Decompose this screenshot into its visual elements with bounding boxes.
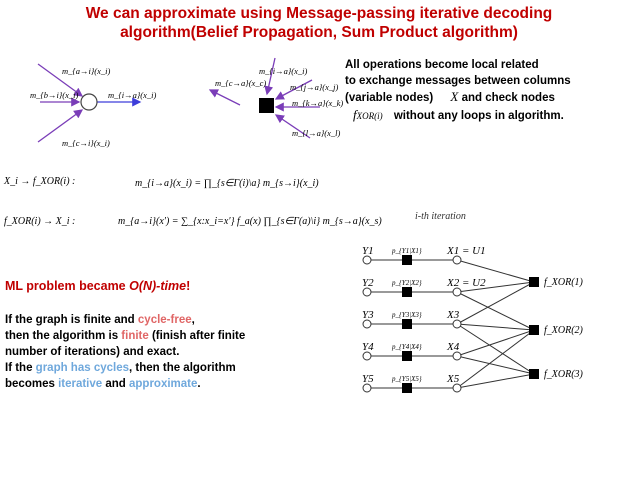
observation-label: Y4: [362, 341, 374, 353]
variable-label: X3: [447, 309, 460, 321]
channel-label: p_{Y4|X4}: [392, 343, 422, 351]
check-factor: [529, 369, 539, 379]
msg-label: m_{l→a}(x_l): [292, 128, 341, 138]
variable-label: X1 = U1: [447, 246, 486, 257]
check-symbol: f: [353, 106, 357, 122]
msg-label: m_{c→a}(x_c): [215, 78, 267, 88]
right-line-4: fXOR(i) without any loops in algorithm.: [353, 106, 564, 122]
observation-node: [363, 256, 371, 264]
msg-label: m_{i→a}(x_i): [108, 90, 157, 100]
factor-graph: [362, 246, 637, 426]
msg-label: m_{i→a}(x_i): [259, 66, 308, 76]
variable-node: [453, 288, 461, 296]
equation-2-lhs: f_XOR(i) → X_i :: [4, 216, 76, 227]
channel-label: p_{Y1|X1}: [392, 247, 422, 255]
observation-node: [363, 384, 371, 392]
channel-factor: [402, 255, 412, 265]
equation-2-rhs: m_{a→i}(x′) = ∑_{x:x_i=x′} f_a(x) ∏_{s∈Γ(a)\i} m_{s→a}(x_s): [118, 216, 382, 227]
observation-label: Y5: [362, 373, 374, 385]
channel-factor: [402, 287, 412, 297]
right-line-3: (variable nodes) X and check nodes: [345, 89, 555, 104]
right-line-2: to exchange messages between columns: [345, 74, 571, 87]
check-factor: [529, 277, 539, 287]
check-node-square: [259, 98, 274, 113]
channel-label: p_{Y3|X3}: [392, 311, 422, 319]
title-line-2: algorithm(Belief Propagation, Sum Product algorithm): [120, 24, 518, 41]
observation-node: [363, 320, 371, 328]
channel-label: p_{Y2|X2}: [392, 279, 422, 287]
variable-symbol: X: [450, 89, 459, 104]
check-label: f_XOR(1): [544, 277, 583, 288]
msg-label: m_{k→a}(x_k): [292, 98, 344, 108]
channel-factor: [402, 383, 412, 393]
observation-label: Y2: [362, 277, 374, 289]
equation-1-rhs: m_{i→a}(x_i) = ∏_{s∈Γ(i)\a} m_{s→i}(x_i): [135, 178, 319, 189]
variable-node: [453, 320, 461, 328]
check-factor: [529, 325, 539, 335]
msg-label: m_{a→i}(x_i): [62, 66, 111, 76]
variable-node: [453, 384, 461, 392]
factor-edge: [457, 324, 534, 330]
variable-node-diagram: [30, 64, 157, 148]
observation-label: Y1: [362, 246, 374, 257]
iteration-caption: i-th iteration: [415, 211, 466, 222]
observation-node: [363, 288, 371, 296]
factor-edge: [457, 330, 534, 356]
channel-label: p_{Y5|X5}: [392, 375, 422, 383]
ml-statement: ML problem became O(N)-time!: [5, 279, 191, 293]
variable-label: X5: [447, 373, 460, 385]
observation-label: Y3: [362, 309, 374, 321]
equation-1-lhs: X_i → f_XOR(i) :: [4, 176, 76, 187]
factor-edge: [457, 374, 534, 388]
factor-edge: [457, 292, 534, 330]
right-line-1: All operations become local related: [345, 59, 539, 71]
right-description: [345, 58, 635, 124]
msg-label: m_{j→a}(x_j): [290, 82, 339, 92]
msg-label: m_{b→i}(x_i): [30, 90, 79, 100]
check-label: f_XOR(2): [544, 325, 583, 336]
variable-node-circle: [81, 94, 97, 110]
factor-edge: [457, 324, 534, 374]
observation-node: [363, 352, 371, 360]
check-node-diagram: [210, 58, 343, 138]
variable-node: [453, 352, 461, 360]
variable-node: [453, 256, 461, 264]
title-line-1: We can approximate using Message-passing iterative decoding: [85, 5, 553, 22]
channel-factor: [402, 319, 412, 329]
variable-label: X2 = U2: [447, 277, 486, 289]
channel-factor: [402, 351, 412, 361]
check-label: f_XOR(3): [544, 369, 583, 380]
slide-title: [0, 4, 638, 42]
msg-label: m_{c→i}(x_i): [62, 138, 110, 148]
variable-label: X4: [447, 341, 460, 353]
conclusion-paragraph: If the graph is finite and cycle-free, then the algorithm is finite (finish after finite number of iterations) and exact. If the graph has cycles, then the algorithm becomes iterative and approximate.: [5, 314, 246, 390]
